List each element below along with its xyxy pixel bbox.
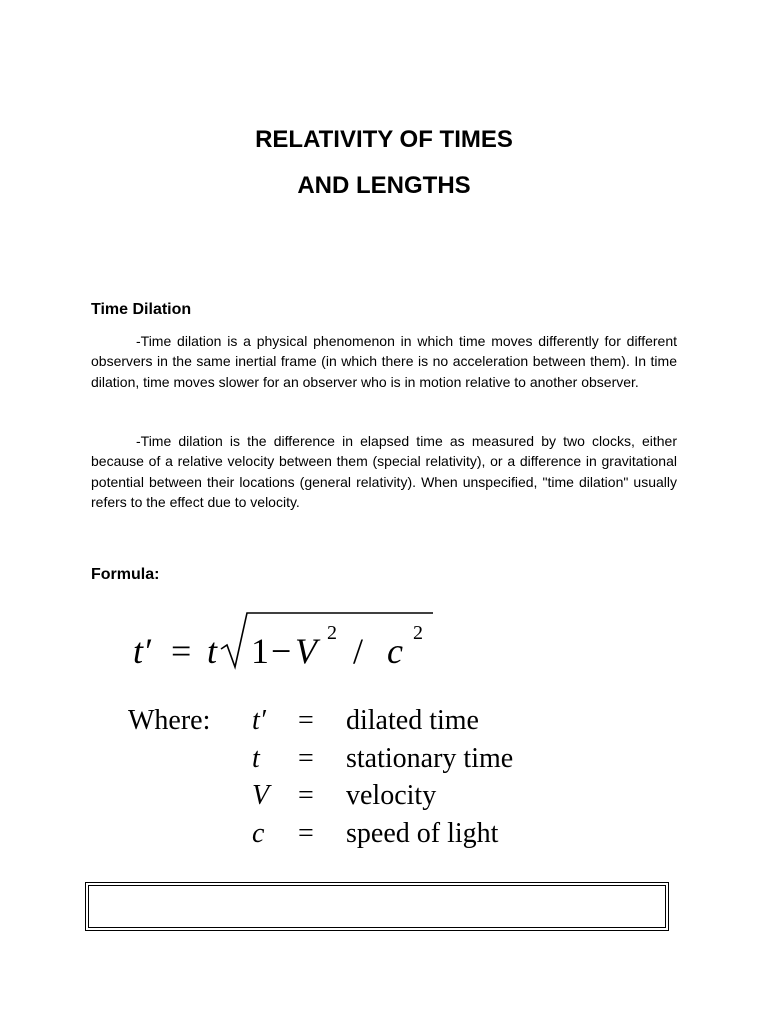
formula-c: c <box>387 631 403 671</box>
formula-minus: − <box>271 631 292 671</box>
legend-description: velocity <box>346 780 437 811</box>
formula-slash: / <box>353 631 364 671</box>
legend-equals: = <box>298 742 314 774</box>
section-heading-time-dilation: Time Dilation <box>91 301 192 318</box>
where-label: Where: <box>128 705 211 736</box>
formula-one: 1 <box>251 631 269 671</box>
page-title-line-2: AND LENGTHS <box>297 172 471 199</box>
legend-equals: = <box>298 705 314 736</box>
formula-heading: Formula: <box>91 566 160 583</box>
formula-lhs: t′ <box>133 631 151 671</box>
formula-t: t <box>207 631 218 671</box>
formula-equals: = <box>171 631 192 671</box>
legend-symbol: V <box>252 780 270 811</box>
legend-equals: = <box>298 780 314 811</box>
legend-description: speed of light <box>346 817 499 849</box>
paragraph-elapsed-time: -Time dilation is the difference in elapsed time as measured by two clocks, either because of a relative velocity between them (special relativity), or a difference in gravitational potential between their locations (general relativity). When unspecified, "time dilation" usually refers to the effect due to velocity. <box>91 433 677 511</box>
paragraph-definition: -Time dilation is a physical phenomenon in which time moves differently for different observers in the same inertial frame (in which there is no acceleration between them). In time dilation, time moves slower for an observer who is in motion relative to another observer. <box>91 333 677 390</box>
legend-symbol: t <box>252 742 260 774</box>
legend-symbol: c <box>252 817 265 849</box>
formula-exp-1: 2 <box>327 622 337 644</box>
empty-bordered-box <box>88 885 666 928</box>
time-dilation-formula <box>125 605 445 685</box>
formula-v: V <box>295 631 317 671</box>
formula-exp-2: 2 <box>413 622 423 644</box>
legend-description: dilated time <box>346 705 479 736</box>
legend-symbol: t′ <box>252 705 266 736</box>
legend-equals: = <box>298 817 314 849</box>
legend-description: stationary time <box>346 742 514 774</box>
page-title-line-1: RELATIVITY OF TIMES <box>255 126 513 153</box>
